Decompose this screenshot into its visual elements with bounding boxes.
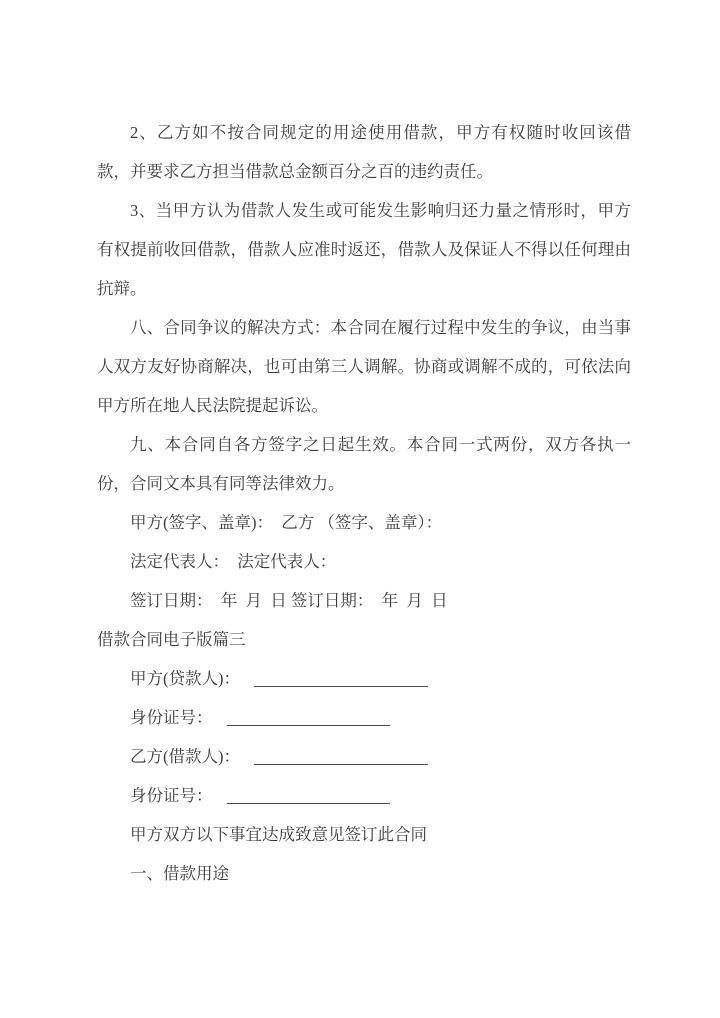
fill-in-blank bbox=[227, 709, 390, 727]
form-line-borrower bbox=[97, 737, 631, 776]
form-line-label: 甲方(贷款人)： bbox=[130, 669, 240, 688]
fill-in-blank bbox=[227, 787, 390, 805]
form-line-borrower-id bbox=[97, 776, 631, 815]
clause-heading-loan-purpose: 一、借款用途 bbox=[130, 864, 229, 883]
section-heading: 借款合同电子版篇三 bbox=[97, 630, 246, 649]
signature-line-parties: 甲方(签字、盖章)： 乙方 （签字、盖章）： bbox=[130, 513, 443, 532]
form-line-lender-id bbox=[97, 698, 631, 737]
contract-paragraph: 九、本合同自各方签字之日起生效。本合同一式两份，双方各执一份，合同文本具有同等法律效力。 bbox=[97, 435, 631, 493]
fill-in-blank bbox=[254, 670, 428, 688]
signature-line-representatives: 法定代表人： 法定代表人： bbox=[130, 552, 337, 571]
form-line-lender bbox=[97, 659, 631, 698]
fill-in-blank bbox=[254, 748, 428, 766]
signature-line-dates: 签订日期： 年 月 日 签订日期： 年 月 日 bbox=[130, 591, 448, 610]
form-line-label: 乙方(借款人)： bbox=[130, 747, 240, 766]
form-line-label: 身份证号： bbox=[130, 708, 213, 727]
contract-text-block bbox=[97, 113, 631, 893]
form-line-label: 身份证号： bbox=[130, 786, 213, 805]
agreement-statement: 甲方双方以下事宜达成致意见签订此合同 bbox=[130, 825, 427, 844]
contract-paragraph: 3、当甲方认为借款人发生或可能发生影响归还力量之情形时，甲方有权提前收回借款，借款人应准时返还，借款人及保证人不得以任何理由抗辩。 bbox=[97, 201, 631, 298]
contract-paragraph: 2、乙方如不按合同规定的用途使用借款，甲方有权随时收回该借款，并要求乙方担当借款总金额百分之百的违约责任。 bbox=[97, 123, 631, 181]
contract-paragraph: 八、合同争议的解决方式：本合同在履行过程中发生的争议，由当事人双方友好协商解决，也可由第三人调解。协商或调解不成的，可依法向甲方所在地人民法院提起诉讼。 bbox=[97, 318, 631, 415]
